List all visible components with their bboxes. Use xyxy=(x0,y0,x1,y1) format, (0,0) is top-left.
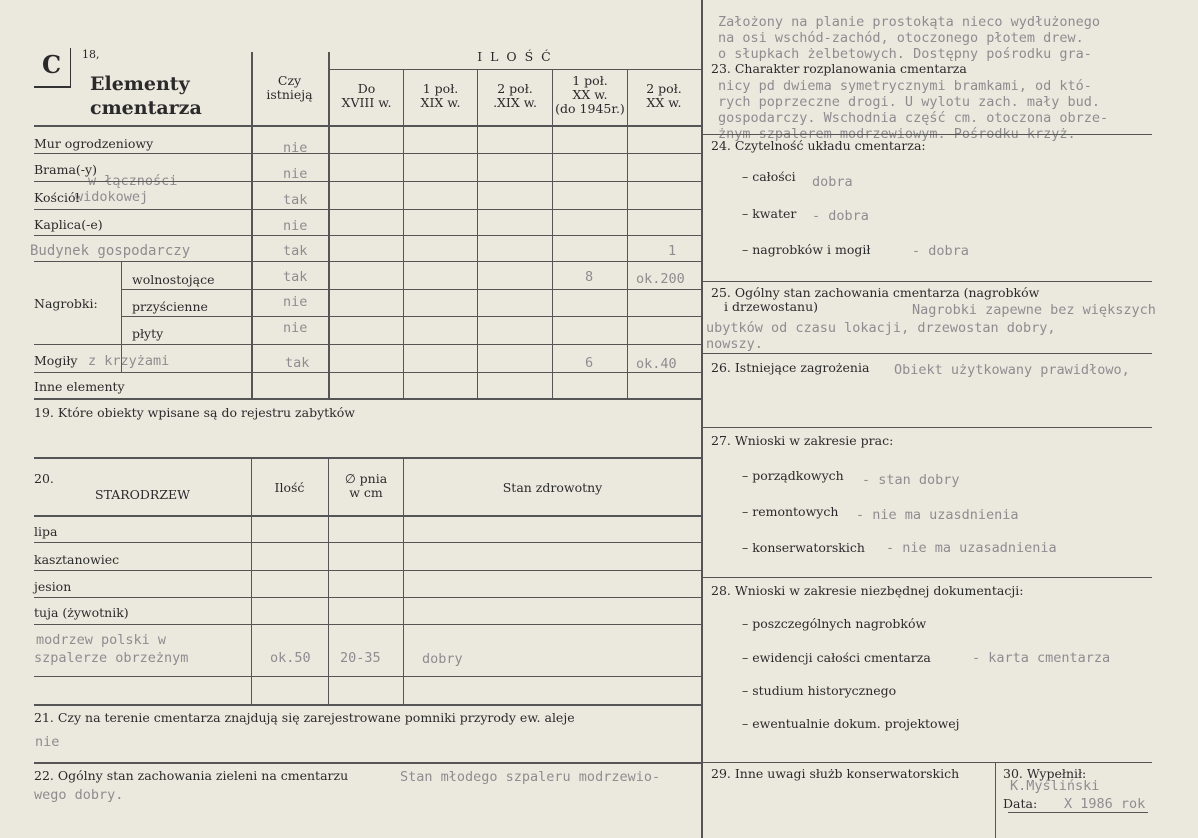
grid-line xyxy=(251,458,252,704)
grid-line xyxy=(328,69,701,70)
element-label: Kościół xyxy=(34,190,80,205)
q28-item-label: – ewidencji całości cmentarza xyxy=(742,650,931,665)
q20-number: 20. xyxy=(34,471,54,486)
element-note: w łączności xyxy=(88,173,178,189)
q28-item-value: - karta cmentarza xyxy=(972,650,1111,666)
element-label: Mur ogrodzeniowy xyxy=(34,136,154,151)
q24-item-value: - dobra xyxy=(812,208,869,224)
row-line xyxy=(34,398,701,400)
tree-state: dobry xyxy=(422,651,463,667)
element-exists: nie xyxy=(283,140,308,156)
q28-item-label: – studium historycznego xyxy=(742,683,897,698)
q24-item-label: – kwater xyxy=(742,206,797,221)
element-exists: tak xyxy=(283,243,308,259)
q25-answer: ubytków od czasu lokacji, drzewostan dobry, xyxy=(706,320,1056,336)
row-line xyxy=(34,457,701,459)
row-line xyxy=(702,762,1152,763)
element-late20: 1 xyxy=(668,243,677,259)
row-line xyxy=(34,181,701,182)
q26-answer: Obiekt użytkowany prawidłowo, xyxy=(894,362,1130,378)
row-line xyxy=(34,344,701,345)
row-line xyxy=(34,153,701,154)
q25-answer: nowszy. xyxy=(706,336,763,352)
period-header: 2 poł. XX w. xyxy=(646,81,682,110)
q30-date-label: Data: xyxy=(1003,796,1038,811)
row-line xyxy=(1008,812,1148,813)
q25-label: i drzewostanu) xyxy=(724,299,819,314)
nagrobki-row-label: przyścienne xyxy=(132,299,208,314)
grid-line xyxy=(251,52,253,398)
q20-col-qty: Ilość xyxy=(274,480,305,495)
q20-col-dia: ∅ pnia w cm xyxy=(344,471,388,500)
q23-line: Założony na planie prostokąta nieco wydłużonego xyxy=(718,14,1101,30)
q23-line: gospodarczy. Wschodnia część cm. otoczona obrze- xyxy=(718,110,1109,126)
nagrobki-late20: ok.200 xyxy=(636,271,685,287)
grid-line xyxy=(328,52,330,398)
row-line xyxy=(34,762,701,764)
row-line xyxy=(702,281,1152,282)
mogily-label: Mogiły xyxy=(34,353,78,368)
element-exists: nie xyxy=(283,166,308,182)
element-exists: tak xyxy=(283,192,308,208)
period-header: Do XVIII w. xyxy=(341,81,392,110)
tree-typed-name: modrzew polski w xyxy=(36,632,167,648)
q20-title: STARODRZEW xyxy=(95,487,190,502)
q30-name: K.Myśliński xyxy=(1010,778,1100,794)
grid-line xyxy=(552,70,553,398)
q25-answer: Nagrobki zapewne bez większych xyxy=(912,302,1156,318)
row-line xyxy=(34,570,701,571)
row-line xyxy=(34,515,701,517)
section-title-line1: Elementy xyxy=(90,73,190,95)
grid-line xyxy=(701,0,703,838)
nagrobki-row-label: wolnostojące xyxy=(132,272,215,287)
tree-label: lipa xyxy=(34,524,58,539)
q27-item-value: - nie ma uzasdnienia xyxy=(856,507,1019,523)
q27-item-value: - nie ma uzasadnienia xyxy=(886,540,1057,556)
q28-label: 28. Wnioski w zakresie niezbędnej dokumentacji: xyxy=(711,583,1024,598)
section-letter-box xyxy=(34,48,71,88)
row-line xyxy=(34,209,701,210)
element-label: Kaplica(-e) xyxy=(34,217,103,232)
row-line xyxy=(121,289,701,290)
row-line xyxy=(34,676,701,677)
row-line xyxy=(702,134,1152,135)
nagrobki-row-label: płyty xyxy=(132,326,164,341)
grid-line xyxy=(328,458,329,704)
row-line xyxy=(34,624,701,625)
mogily-late20: ok.40 xyxy=(636,356,677,372)
grid-line xyxy=(34,125,701,127)
q23-line: żnym szpalerem modrzewiowym. Pośrodku krzyż. xyxy=(718,126,1076,142)
grid-line xyxy=(477,70,478,398)
tree-label: jesion xyxy=(34,579,72,594)
row-line xyxy=(34,542,701,543)
q27-item-label: – konserwatorskich xyxy=(742,540,865,555)
q19-label: 19. Które obiekty wpisane są do rejestru zabytków xyxy=(34,405,355,420)
section-number: 18, xyxy=(82,48,100,61)
q29-label: 29. Inne uwagi służb konserwatorskich xyxy=(711,766,960,781)
q21-answer: nie xyxy=(35,734,60,750)
period-header: 1 poł. XIX w. xyxy=(420,81,461,110)
q23-line: rych poprzeczne drogi. U wylotu zach. mały bud. xyxy=(718,94,1101,110)
q24-label: 24. Czytelność układu cmentarza: xyxy=(711,138,926,153)
nagrobki-label: Nagrobki: xyxy=(34,296,98,311)
mogily-note: z krzyżami xyxy=(88,353,170,369)
nagrobki-early20: 8 xyxy=(585,269,594,285)
q30-label: 30. Wypełnił: xyxy=(1003,766,1087,781)
mogily-early20: 6 xyxy=(585,355,594,371)
section-letter: C xyxy=(42,50,62,79)
mogily-exists: tak xyxy=(285,355,310,371)
q20-col-state: Stan zdrowotny xyxy=(502,480,603,495)
q26-label: 26. Istniejące zagrożenia xyxy=(711,360,870,375)
q28-item-label: – poszczególnych nagrobków xyxy=(742,616,927,631)
q22-label: 22. Ogólny stan zachowania zieleni na cmentarzu xyxy=(34,768,349,783)
q21-label: 21. Czy na terenie cmentarza znajdują się zarejestrowane pomniki przyrody ew. aleje xyxy=(34,710,575,725)
q24-item-value: dobra xyxy=(812,174,853,190)
q27-label: 27. Wnioski w zakresie prac: xyxy=(711,433,894,448)
q27-item-label: – porządkowych xyxy=(742,468,844,483)
q23-line: na osi wschód-zachód, otoczonego płotem drew. xyxy=(718,30,1084,46)
q23-line: o słupkach żelbetowych. Dostępny pośrodku gra- xyxy=(718,46,1092,62)
q27-item-value: - stan dobry xyxy=(862,472,960,488)
tree-diameter: 20-35 xyxy=(340,650,381,666)
nagrobki-exists: nie xyxy=(283,294,308,310)
col-quantity-header: I L O Ś Ć xyxy=(477,49,553,64)
col-exists-header: Czy istnieją xyxy=(266,73,313,102)
row-line xyxy=(34,372,701,373)
tree-label: kasztanowiec xyxy=(34,552,120,567)
period-header: 2 poł. .XIX w. xyxy=(493,81,537,110)
q22-answer: Stan młodego szpaleru modrzewio- xyxy=(400,769,661,785)
tree-qty: ok.50 xyxy=(270,650,311,666)
nagrobki-exists: nie xyxy=(283,320,308,336)
element-note: widokowej xyxy=(75,189,149,205)
row-line xyxy=(34,261,701,262)
grid-line xyxy=(627,70,628,398)
row-line xyxy=(34,597,701,598)
row-line xyxy=(702,353,1152,354)
row-line xyxy=(34,235,701,236)
q30-date: X 1986 rok xyxy=(1064,796,1146,812)
q24-item-label: – nagrobków i mogił xyxy=(742,242,871,257)
tree-typed-name: szpalerze obrzeżnym xyxy=(34,650,189,666)
q23-label: 23. Charakter rozplanowania cmentarza xyxy=(711,61,967,76)
row-line xyxy=(702,577,1152,578)
grid-line xyxy=(403,458,404,704)
q22-answer: wego dobry. xyxy=(34,787,124,803)
inne-label: Inne elementy xyxy=(34,379,125,394)
tree-label: tuja (żywotnik) xyxy=(34,605,129,620)
row-line xyxy=(121,316,701,317)
grid-line xyxy=(995,763,996,838)
q28-item-label: – ewentualnie dokum. projektowej xyxy=(742,716,960,731)
element-exists: nie xyxy=(283,218,308,234)
row-line xyxy=(34,704,701,706)
period-header: 1 poł. XX w. (do 1945r.) xyxy=(555,73,625,116)
row-line xyxy=(702,427,1152,428)
q24-item-label: – całości xyxy=(742,169,796,184)
element-typed-label: Budynek gospodarczy xyxy=(30,243,191,259)
q27-item-label: – remontowych xyxy=(742,504,839,519)
q25-label: 25. Ogólny stan zachowania cmentarza (nagrobków xyxy=(711,285,1040,300)
section-title-line2: cmentarza xyxy=(90,97,202,119)
element-label: Brama(-y) xyxy=(34,162,97,177)
nagrobki-exists: tak xyxy=(283,269,308,285)
grid-line xyxy=(403,70,404,398)
q24-item-value: - dobra xyxy=(912,243,969,259)
q23-line: nicy pd dwiema symetrycznymi bramkami, od któ- xyxy=(718,78,1092,94)
